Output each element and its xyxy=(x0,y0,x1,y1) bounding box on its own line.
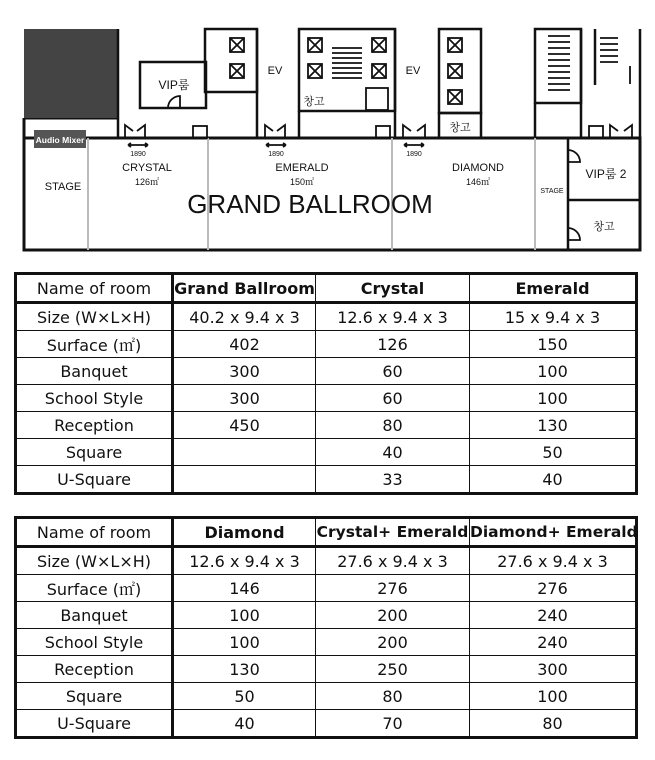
table-row xyxy=(16,710,637,738)
table-cell: 100 xyxy=(470,358,637,385)
table-cell: 40 xyxy=(470,466,637,494)
door-dim-3: 1890 xyxy=(406,151,422,158)
row-label: Square xyxy=(16,439,173,466)
door-dim-2: 1890 xyxy=(268,151,284,158)
table-cell: 12.6 x 9.4 x 3 xyxy=(316,303,470,331)
row-label: Surface (㎡) xyxy=(16,575,173,602)
header-cell: Name of room xyxy=(16,518,173,547)
table-row xyxy=(16,683,637,710)
table-cell: 50 xyxy=(173,683,316,710)
storage-2-label: 창고 xyxy=(449,122,471,134)
table-cell: 200 xyxy=(316,602,470,629)
table-cell: 126 xyxy=(316,331,470,358)
table-cell: 50 xyxy=(470,439,637,466)
table-row xyxy=(16,385,637,412)
header-cell: Diamond xyxy=(173,518,316,547)
row-label: Banquet xyxy=(16,358,173,385)
table-cell: 200 xyxy=(316,629,470,656)
table-cell: 250 xyxy=(316,656,470,683)
table-row xyxy=(16,547,637,575)
ev-1-label: EV xyxy=(267,65,283,77)
table-cell: 40 xyxy=(173,710,316,738)
diamond-area: 146㎡ xyxy=(465,177,491,187)
emerald-name: EMERALD xyxy=(275,162,329,174)
table-header-row xyxy=(16,518,637,547)
table-cell: 40.2 x 9.4 x 3 xyxy=(173,303,316,331)
table-row xyxy=(16,303,637,331)
storage-3-label: 창고 xyxy=(593,221,615,233)
table-cell: 27.6 x 9.4 x 3 xyxy=(470,547,637,575)
crystal-area: 126㎡ xyxy=(134,177,160,187)
row-label: School Style xyxy=(16,385,173,412)
crystal-name: CRYSTAL xyxy=(122,162,172,174)
table-header-row xyxy=(16,274,637,303)
table-cell: 60 xyxy=(316,385,470,412)
header-cell: Name of room xyxy=(16,274,173,303)
table-cell: 80 xyxy=(316,683,470,710)
table-cell: 40 xyxy=(316,439,470,466)
table-row xyxy=(16,358,637,385)
table-cell: 100 xyxy=(173,629,316,656)
header-cell: Grand Ballroom xyxy=(173,274,316,303)
table-cell: 33 xyxy=(316,466,470,494)
header-cell: Crystal xyxy=(316,274,470,303)
row-label: Reception xyxy=(16,656,173,683)
row-label: Square xyxy=(16,683,173,710)
audio-mixer-label: Audio Mixer xyxy=(35,135,85,145)
storage-1-label: 창고 xyxy=(303,96,325,108)
table-cell: 100 xyxy=(470,385,637,412)
table-cell: 27.6 x 9.4 x 3 xyxy=(316,547,470,575)
table-cell: 12.6 x 9.4 x 3 xyxy=(173,547,316,575)
table-row xyxy=(16,575,637,602)
ballroom-title: GRAND BALLROOM xyxy=(187,189,433,219)
table-cell: 402 xyxy=(173,331,316,358)
vip-room-2-label: VIP룸 2 xyxy=(585,167,627,181)
table-row xyxy=(16,466,637,494)
table-cell: 300 xyxy=(173,358,316,385)
table-cell: 300 xyxy=(173,385,316,412)
table-row xyxy=(16,331,637,358)
table-cell: 100 xyxy=(470,683,637,710)
door-dim-1: 1890 xyxy=(130,151,146,158)
table-cell: 80 xyxy=(470,710,637,738)
emerald-area: 150㎡ xyxy=(289,177,315,187)
table-cell: 130 xyxy=(470,412,637,439)
table-row xyxy=(16,656,637,683)
table-row xyxy=(16,412,637,439)
table-cell: 150 xyxy=(470,331,637,358)
row-label: Reception xyxy=(16,412,173,439)
table-cell: 240 xyxy=(470,629,637,656)
row-label: Size (W×L×H) xyxy=(16,547,173,575)
dark-block xyxy=(24,29,118,118)
table-cell: 80 xyxy=(316,412,470,439)
table-cell: 276 xyxy=(470,575,637,602)
header-cell: Diamond+ Emerald xyxy=(470,518,637,547)
table-cell xyxy=(173,439,316,466)
floor-plan xyxy=(0,0,655,255)
table-cell: 240 xyxy=(470,602,637,629)
header-cell: Emerald xyxy=(470,274,637,303)
ev-2-label: EV xyxy=(405,65,421,77)
row-label: U-Square xyxy=(16,710,173,738)
room-table-1 xyxy=(14,272,638,495)
row-label: U-Square xyxy=(16,466,173,494)
table-row xyxy=(16,439,637,466)
vip-room-label: VIP룸 xyxy=(158,78,190,92)
table-cell: 130 xyxy=(173,656,316,683)
diamond-name: DIAMOND xyxy=(452,162,504,174)
room-table-2 xyxy=(14,516,638,739)
row-label: School Style xyxy=(16,629,173,656)
table-row xyxy=(16,602,637,629)
table-cell: 450 xyxy=(173,412,316,439)
table-cell: 15 x 9.4 x 3 xyxy=(470,303,637,331)
table-cell: 100 xyxy=(173,602,316,629)
table-cell: 70 xyxy=(316,710,470,738)
table-cell xyxy=(173,466,316,494)
row-label: Banquet xyxy=(16,602,173,629)
row-label: Size (W×L×H) xyxy=(16,303,173,331)
stage-right-label: STAGE xyxy=(540,188,564,195)
header-cell: Crystal+ Emerald xyxy=(316,518,470,547)
table-cell: 60 xyxy=(316,358,470,385)
table-cell: 300 xyxy=(470,656,637,683)
table-cell: 146 xyxy=(173,575,316,602)
table-cell: 276 xyxy=(316,575,470,602)
stage-left-label: STAGE xyxy=(44,181,82,193)
row-label: Surface (㎡) xyxy=(16,331,173,358)
table-row xyxy=(16,629,637,656)
